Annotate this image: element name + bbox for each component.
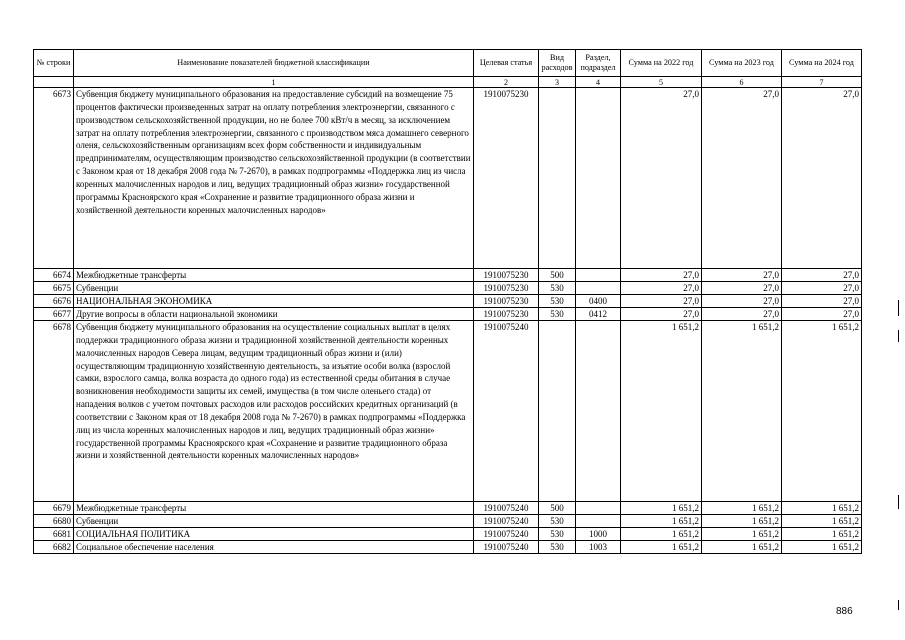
sum-2024: 1 651,2 <box>782 541 862 554</box>
sum-2024: 1 651,2 <box>782 321 862 502</box>
scan-edge-mark <box>898 330 899 342</box>
column-number: 5 <box>621 77 702 88</box>
indicator-name: Субвенция бюджету муниципального образования на осуществление социальных выплат в целях поддержки традиционного образа жизни и традиционной хозяйственной деятельности коренных малочисленных народов Севера лицам, ведущим традиционный образ жизни и (или) осуществляющим традиционную хозяйственную деятельность, за изъятие особи волка (взрослой самки, взрослого самца, волка возраста до одного года) из естественной среды обитания в случае возникновения необходимости защиты их семей, имущества (в том числе оленьего стада) от нападения волков с учетом почтовых расходов или расходов российских кредитных организаций (в соответствии с Законом края от 18 декабря 2008 года № 7-2670) в рамках подпрограммы «Поддержка лиц из числа коренных малочисленных народов и лиц, ведущих традиционный образ жизни» государственной программы Красноярского края «Сохранение и развитие традиционного образа жизни и хозяйственной деятельности коренных малочисленных народов» <box>74 321 474 502</box>
expense-type: 530 <box>539 528 576 541</box>
expense-type: 500 <box>539 502 576 515</box>
table-row <box>34 295 862 308</box>
target-article: 1910075240 <box>474 502 539 515</box>
sum-2022: 1 651,2 <box>621 502 702 515</box>
section-code <box>576 515 621 528</box>
row-number: 6677 <box>34 308 74 321</box>
row-number: 6681 <box>34 528 74 541</box>
scan-edge-mark <box>898 600 899 610</box>
header-sum-2022: Сумма на 2022 год <box>621 50 702 77</box>
column-number: 6 <box>702 77 782 88</box>
expense-type: 530 <box>539 515 576 528</box>
target-article: 1910075230 <box>474 282 539 295</box>
sum-2023: 1 651,2 <box>702 515 782 528</box>
table-row <box>34 515 862 528</box>
sum-2022: 27,0 <box>621 308 702 321</box>
expense-type: 530 <box>539 308 576 321</box>
table-row <box>34 321 862 502</box>
row-number: 6673 <box>34 88 74 269</box>
scan-edge-mark <box>898 300 899 316</box>
column-number-row <box>34 77 862 88</box>
target-article: 1910075230 <box>474 269 539 282</box>
sum-2024: 27,0 <box>782 282 862 295</box>
target-article: 1910075240 <box>474 321 539 502</box>
sum-2022: 27,0 <box>621 269 702 282</box>
table-row <box>34 308 862 321</box>
expense-type <box>539 321 576 502</box>
header-sum-2024: Сумма на 2024 год <box>782 50 862 77</box>
sum-2023: 1 651,2 <box>702 541 782 554</box>
sum-2023: 27,0 <box>702 282 782 295</box>
indicator-name: НАЦИОНАЛЬНАЯ ЭКОНОМИКА <box>74 295 474 308</box>
target-article: 1910075230 <box>474 308 539 321</box>
sum-2024: 1 651,2 <box>782 515 862 528</box>
section-code <box>576 502 621 515</box>
sum-2022: 1 651,2 <box>621 515 702 528</box>
header-section: Раздел, подраздел <box>576 50 621 77</box>
table-header-row <box>34 50 862 77</box>
section-code: 0412 <box>576 308 621 321</box>
sum-2022: 1 651,2 <box>621 541 702 554</box>
section-code <box>576 321 621 502</box>
indicator-name: Социальное обеспечение населения <box>74 541 474 554</box>
column-number: 1 <box>74 77 474 88</box>
sum-2022: 1 651,2 <box>621 321 702 502</box>
section-code <box>576 269 621 282</box>
column-number: 3 <box>539 77 576 88</box>
column-number: 2 <box>474 77 539 88</box>
indicator-name: СОЦИАЛЬНАЯ ПОЛИТИКА <box>74 528 474 541</box>
section-code: 1000 <box>576 528 621 541</box>
row-number: 6674 <box>34 269 74 282</box>
table-row <box>34 282 862 295</box>
sum-2023: 1 651,2 <box>702 321 782 502</box>
sum-2023: 27,0 <box>702 295 782 308</box>
indicator-name: Субвенции <box>74 515 474 528</box>
table-row <box>34 502 862 515</box>
sum-2024: 27,0 <box>782 88 862 269</box>
table-row <box>34 88 862 269</box>
row-number: 6678 <box>34 321 74 502</box>
header-sum-2023: Сумма на 2023 год <box>702 50 782 77</box>
sum-2024: 27,0 <box>782 295 862 308</box>
sum-2022: 27,0 <box>621 88 702 269</box>
row-number: 6679 <box>34 502 74 515</box>
sum-2024: 1 651,2 <box>782 502 862 515</box>
sum-2023: 1 651,2 <box>702 528 782 541</box>
indicator-name: Межбюджетные трансферты <box>74 502 474 515</box>
sum-2024: 27,0 <box>782 308 862 321</box>
budget-table <box>33 49 862 554</box>
sum-2023: 1 651,2 <box>702 502 782 515</box>
column-number: 4 <box>576 77 621 88</box>
expense-type: 530 <box>539 282 576 295</box>
header-row-number: № строки <box>34 50 74 77</box>
row-number: 6675 <box>34 282 74 295</box>
indicator-name: Другие вопросы в области национальной экономики <box>74 308 474 321</box>
page-number: 886 <box>836 606 853 617</box>
header-target-article: Целевая статья <box>474 50 539 77</box>
column-number <box>34 77 74 88</box>
expense-type: 530 <box>539 295 576 308</box>
indicator-name: Субвенции <box>74 282 474 295</box>
sum-2022: 27,0 <box>621 282 702 295</box>
table-row <box>34 528 862 541</box>
column-number: 7 <box>782 77 862 88</box>
section-code <box>576 282 621 295</box>
expense-type: 500 <box>539 269 576 282</box>
sum-2024: 27,0 <box>782 269 862 282</box>
header-expense-type: Вид расходов <box>539 50 576 77</box>
expense-type: 530 <box>539 541 576 554</box>
indicator-name: Межбюджетные трансферты <box>74 269 474 282</box>
sum-2024: 1 651,2 <box>782 528 862 541</box>
sum-2023: 27,0 <box>702 88 782 269</box>
row-number: 6676 <box>34 295 74 308</box>
row-number: 6682 <box>34 541 74 554</box>
section-code <box>576 88 621 269</box>
target-article: 1910075230 <box>474 295 539 308</box>
sum-2023: 27,0 <box>702 308 782 321</box>
sum-2023: 27,0 <box>702 269 782 282</box>
table-row <box>34 269 862 282</box>
row-number: 6680 <box>34 515 74 528</box>
target-article: 1910075240 <box>474 541 539 554</box>
expense-type <box>539 88 576 269</box>
sum-2022: 27,0 <box>621 295 702 308</box>
section-code: 1003 <box>576 541 621 554</box>
target-article: 1910075240 <box>474 515 539 528</box>
section-code: 0400 <box>576 295 621 308</box>
indicator-name: Субвенция бюджету муниципального образования на предоставление субсидий на возмещение 75 процентов фактически произведенных затрат на оплату потребления электроэнергии, связанного с производством сельскохозяйственной продукции, но не более 700 кВт/ч в месяц, за исключением затрат на оплату потребления электроэнергии, связанного с производством мяса домашнего северного оленя, сельскохозяйственным организациям всех форм собственности и индивидуальным предпринимателям, осуществляющим производство сельскохозяйственной продукции (в соответствии с Законом края от 18 декабря 2008 года № 7-2670), в рамках подпрограммы «Поддержка лиц из числа коренных малочисленных народов и лиц, ведущих традиционный образ жизни» государственной программы Красноярского края «Сохранение и развитие традиционного образа жизни и хозяйственной деятельности коренных малочисленных народов» <box>74 88 474 269</box>
header-indicator-name: Наименование показателей бюджетной классификации <box>74 50 474 77</box>
target-article: 1910075240 <box>474 528 539 541</box>
target-article: 1910075230 <box>474 88 539 269</box>
table-row <box>34 541 862 554</box>
scan-edge-mark <box>898 495 899 509</box>
sum-2022: 1 651,2 <box>621 528 702 541</box>
